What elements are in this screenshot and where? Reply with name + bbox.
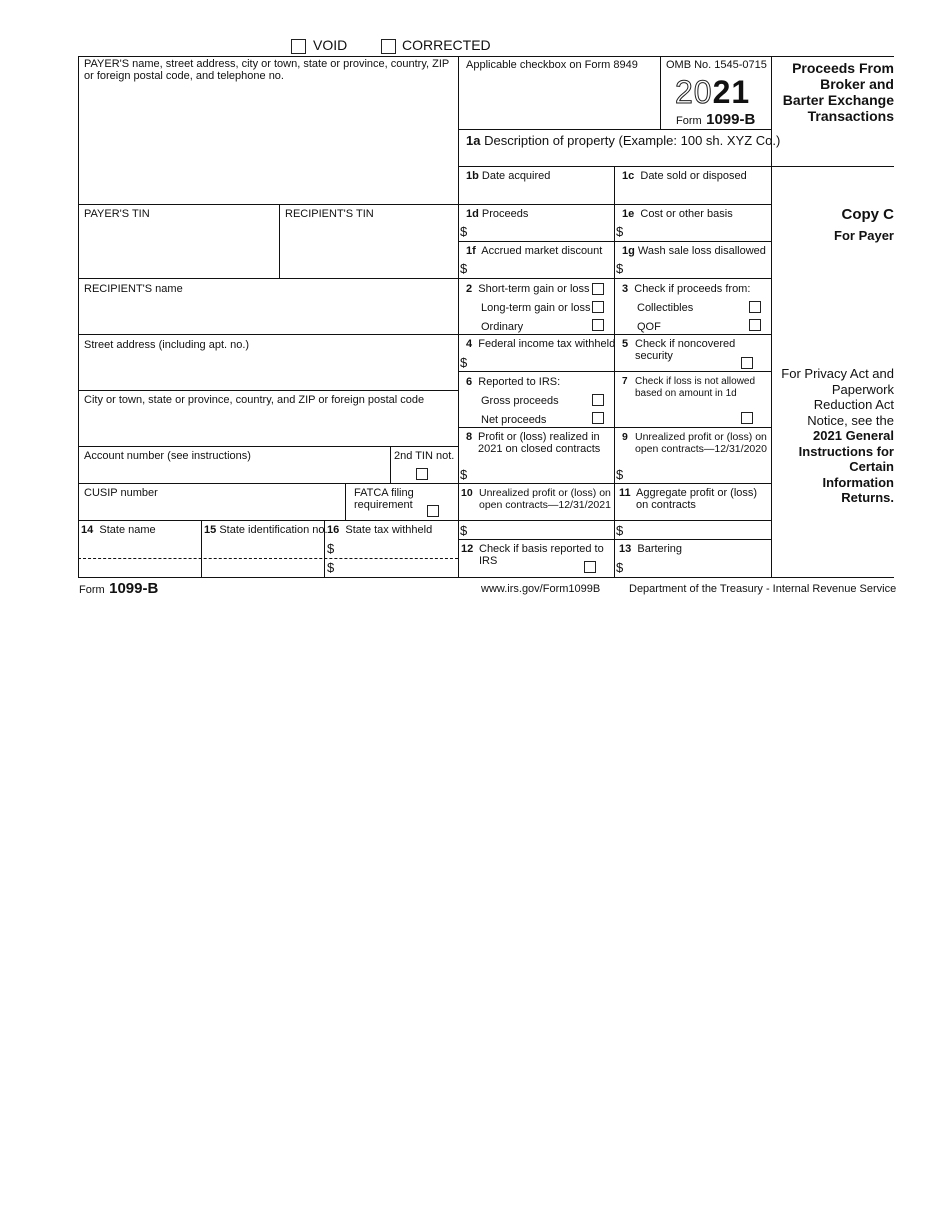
department-label: Department of the Treasury - Internal Revenue Service xyxy=(629,583,897,595)
box12-num-wrap xyxy=(461,543,473,555)
box16-dollar-1: $ xyxy=(327,541,335,556)
federal-tax-withheld-field[interactable] xyxy=(471,353,613,370)
fatca-checkbox[interactable] xyxy=(427,505,439,517)
second-tin-checkbox[interactable] xyxy=(416,468,428,480)
box1g-dollar: $ xyxy=(616,261,624,276)
gross-proceeds-checkbox[interactable] xyxy=(592,394,604,406)
payer-tin-field[interactable] xyxy=(79,222,278,277)
box8-num: 8 xyxy=(466,431,473,443)
state-tax-field-1[interactable] xyxy=(337,539,457,557)
long-term-checkbox[interactable] xyxy=(592,301,604,313)
cusip-label: CUSIP number xyxy=(84,487,158,499)
box4-dollar: $ xyxy=(460,355,468,370)
date-acquired-field[interactable] xyxy=(459,184,613,203)
copy-label: Copy C xyxy=(841,206,894,223)
box10-text: Unrealized profit or (loss) on open contracts—12/31/2021 xyxy=(479,487,611,511)
box1f-num: 1f xyxy=(466,245,476,257)
accrued-discount-field[interactable] xyxy=(471,259,613,277)
recipient-tin-label: RECIPIENT'S TIN xyxy=(285,208,374,220)
box1d-label xyxy=(466,208,528,220)
street-address-label: Street address (including apt. no.) xyxy=(84,339,250,351)
box1c-label xyxy=(622,170,747,182)
bartering-field[interactable] xyxy=(627,558,770,576)
box10-num-wrap xyxy=(461,487,473,499)
tax-year-bold: 21 xyxy=(712,74,751,110)
box8-num-wrap xyxy=(466,431,472,443)
recipient-name-label: RECIPIENT'S name xyxy=(84,283,183,295)
payer-name-field[interactable] xyxy=(79,82,457,203)
form-name-top: 1099-B xyxy=(706,111,756,128)
box8-text: Profit or (loss) realized in 2021 on closed contracts xyxy=(478,431,601,455)
corrected-checkbox[interactable] xyxy=(381,39,396,54)
corrected-label: CORRECTED xyxy=(402,37,491,53)
ordinary-checkbox[interactable] xyxy=(592,319,604,331)
box10-num: 10 xyxy=(461,487,473,499)
date-sold-field[interactable] xyxy=(615,184,770,203)
box9-num: 9 xyxy=(622,431,628,443)
form-id-footer xyxy=(79,580,158,598)
box9-num-wrap xyxy=(622,431,628,443)
box13-num: 13 xyxy=(619,543,632,555)
box1c-num: 1c xyxy=(622,170,635,182)
tax-year xyxy=(675,75,750,109)
tax-year-light: 20 xyxy=(675,74,713,110)
privacy-notice: For Privacy Act and Paperwork Reduction Act Notice, see the xyxy=(781,366,894,428)
box11-num-wrap xyxy=(619,487,631,499)
collectibles-label: Collectibles xyxy=(637,302,694,314)
box3-num: 3 xyxy=(622,283,629,295)
applicable-checkbox-label: Applicable checkbox on Form 8949 xyxy=(466,59,638,71)
second-tin-label: 2nd TIN not. xyxy=(394,450,455,462)
box4-label xyxy=(466,338,615,350)
box1a-text: Description of property (Example: 100 sh. XYZ Co.) xyxy=(484,133,781,148)
irs-url[interactable]: www.irs.gov/Form1099B xyxy=(481,583,601,595)
form-title: Proceeds From Broker and Barter Exchange Transactions xyxy=(782,60,894,124)
box3-text: Check if proceeds from: xyxy=(634,283,751,295)
box1g-text: Wash sale loss disallowed xyxy=(637,245,766,257)
box8-dollar: $ xyxy=(460,467,468,482)
box7-num-wrap xyxy=(622,376,628,388)
box4-num: 4 xyxy=(466,338,473,350)
state-name-field-1[interactable] xyxy=(79,539,200,557)
box10-dollar: $ xyxy=(460,523,468,538)
box16-dollar-2: $ xyxy=(327,560,335,575)
collectibles-checkbox[interactable] xyxy=(749,301,761,313)
box6-text: Reported to IRS: xyxy=(478,376,561,388)
box11-dollar: $ xyxy=(616,523,624,538)
box1c-text: Date sold or disposed xyxy=(640,170,747,182)
box11-num: 11 xyxy=(619,487,631,499)
box5-num-wrap xyxy=(622,338,628,350)
proceeds-field[interactable] xyxy=(471,222,613,240)
box1b-text: Date acquired xyxy=(481,170,551,182)
box1e-label xyxy=(622,208,733,220)
box1e-text: Cost or other basis xyxy=(640,208,733,220)
wash-sale-field[interactable] xyxy=(627,259,770,277)
void-label: VOID xyxy=(313,37,348,53)
box3-label xyxy=(622,283,750,295)
state-id-field-1[interactable] xyxy=(202,539,323,557)
basis-reported-checkbox[interactable] xyxy=(584,561,596,573)
state-tax-field-2[interactable] xyxy=(337,559,457,576)
general-instructions: 2021 General Instructions for Certain Information Returns. xyxy=(798,428,894,505)
gross-proceeds-label: Gross proceeds xyxy=(481,395,559,407)
box9-text: Unrealized profit or (loss) on open contracts—12/31/2020 xyxy=(635,431,767,455)
loss-not-allowed-checkbox[interactable] xyxy=(741,412,753,424)
box5-num: 5 xyxy=(622,338,629,350)
for-payer-label: For Payer xyxy=(834,228,894,243)
recipient-name-field[interactable] xyxy=(79,297,457,333)
box13-text: Bartering xyxy=(637,543,683,555)
box1d-text: Proceeds xyxy=(481,208,529,220)
box9-dollar: $ xyxy=(616,467,624,482)
qof-label: QOF xyxy=(637,321,661,333)
box13-dollar: $ xyxy=(616,560,624,575)
box1f-label xyxy=(466,245,602,257)
box2-label xyxy=(466,283,590,295)
box6-num: 6 xyxy=(466,376,473,388)
box14-text: State name xyxy=(99,524,156,536)
account-number-field[interactable] xyxy=(79,464,389,482)
net-proceeds-label: Net proceeds xyxy=(481,414,547,426)
short-term-checkbox[interactable] xyxy=(592,283,604,295)
city-state-field[interactable] xyxy=(79,408,457,445)
box2-ordinary-label: Ordinary xyxy=(481,321,524,333)
box2-short-text: Short-term gain or loss xyxy=(478,283,590,295)
noncovered-checkbox[interactable] xyxy=(741,357,753,369)
account-number-label: Account number (see instructions) xyxy=(84,450,251,462)
unrealized-2020-field[interactable] xyxy=(627,463,770,482)
box1b-num: 1b xyxy=(466,170,479,182)
fatca-label: FATCA filing requirement xyxy=(354,487,414,511)
box5-text: Check if noncovered security xyxy=(635,338,736,362)
form-id-top xyxy=(676,111,755,129)
box1f-text: Accrued market discount xyxy=(481,245,603,257)
box1b-label xyxy=(466,170,550,182)
box2-num: 2 xyxy=(466,283,473,295)
box7-text: Check if loss is not allowed based on amount in 1d xyxy=(635,376,756,399)
box14-num: 14 xyxy=(81,524,94,536)
box1a-num: 1a xyxy=(466,133,481,148)
box1e-dollar: $ xyxy=(616,224,624,239)
box16-num: 16 xyxy=(327,524,340,536)
box12-text: Check if basis reported to IRS xyxy=(479,543,604,567)
description-field[interactable] xyxy=(459,149,893,165)
box1g-num: 1g xyxy=(622,245,635,257)
form-name-footer: 1099-B xyxy=(109,580,159,597)
box1g-label xyxy=(622,245,766,257)
box1d-num: 1d xyxy=(466,208,479,220)
box6-label xyxy=(466,376,560,388)
box1f-dollar: $ xyxy=(460,261,468,276)
payer-tin-label: PAYER'S TIN xyxy=(84,208,150,220)
box1a-label xyxy=(466,134,780,148)
cusip-field[interactable] xyxy=(79,501,344,519)
box7-num: 7 xyxy=(622,376,628,387)
box15-text: State identification no. xyxy=(219,524,328,536)
recipient-tin-field[interactable] xyxy=(280,222,457,277)
box1e-num: 1e xyxy=(622,208,635,220)
cost-basis-field[interactable] xyxy=(627,222,770,240)
box12-num: 12 xyxy=(461,543,474,555)
box1d-dollar: $ xyxy=(460,224,468,239)
box16-text: State tax withheld xyxy=(345,524,433,536)
aggregate-profit-field[interactable] xyxy=(627,521,770,538)
unrealized-2021-field[interactable] xyxy=(471,521,613,538)
box15-num: 15 xyxy=(204,524,217,536)
form-prefix-top: Form xyxy=(676,115,702,127)
state-name-field-2[interactable] xyxy=(79,559,200,576)
box15-label xyxy=(204,524,328,536)
omb-number: OMB No. 1545-0715 xyxy=(666,59,767,71)
state-id-field-2[interactable] xyxy=(202,559,323,576)
box4-text: Federal income tax withheld xyxy=(478,338,616,350)
net-proceeds-checkbox[interactable] xyxy=(592,412,604,424)
box14-label xyxy=(81,524,156,536)
void-checkbox[interactable] xyxy=(291,39,306,54)
city-state-label: City or town, state or province, country, and ZIP or foreign postal code xyxy=(84,394,425,406)
box2-long-label: Long-term gain or loss xyxy=(481,302,591,314)
applicable-checkbox-field[interactable] xyxy=(459,74,659,128)
realized-profit-field[interactable] xyxy=(471,463,613,482)
payer-name-label: PAYER'S name, street address, city or town, state or province, country, ZIP or foreign postal code, and telephone no. xyxy=(84,58,450,82)
form-prefix-footer: Form xyxy=(79,584,105,596)
qof-checkbox[interactable] xyxy=(749,319,761,331)
box13-label xyxy=(619,543,682,555)
box16-label xyxy=(327,524,432,536)
street-address-field[interactable] xyxy=(79,353,457,389)
box11-text: Aggregate profit or (loss) on contracts xyxy=(636,487,758,511)
